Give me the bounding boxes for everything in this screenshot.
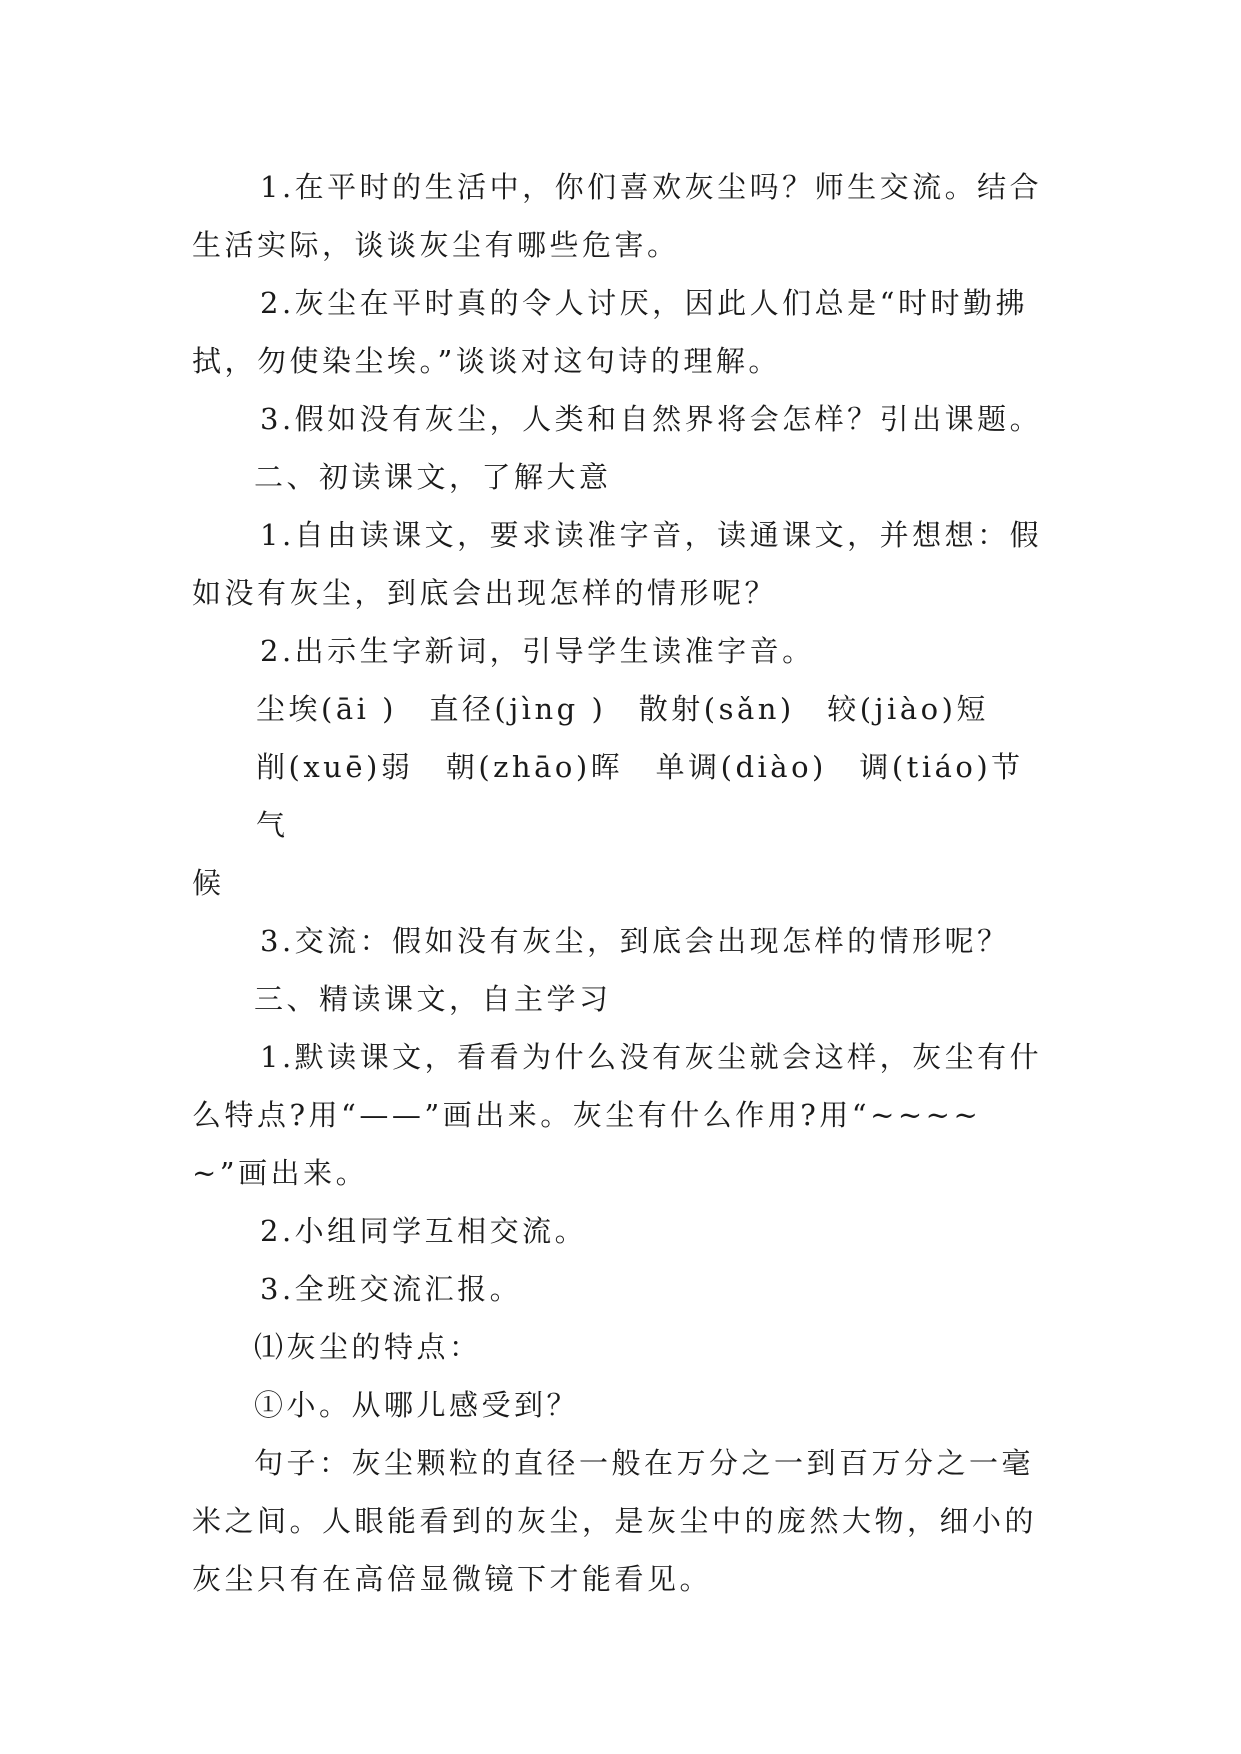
paragraph-intro-1: 1.在平时的生活中，你们喜欢灰尘吗？师生交流。结合生活实际，谈谈灰尘有哪些危害。 bbox=[192, 170, 1043, 262]
paragraph-read-1: 1.自由读课文，要求读准字音，读通课文，并想想：假如没有灰尘，到底会出现怎样的情形呢？ bbox=[192, 518, 1043, 610]
vocab-line-1: 尘埃(āi ) 直径(jìng ) 散射(sǎn) 较(jiào)短 bbox=[256, 692, 989, 726]
paragraph-intro-2: 2.灰尘在平时真的令人讨厌，因此人们总是“时时勤拂拭，勿使染尘埃。”谈谈对这句诗的理解。 bbox=[192, 286, 1028, 378]
paragraph-study-1: 1.默读课文，看看为什么没有灰尘就会这样，灰尘有什么特点?用“——”画出来。灰尘有什么作用?用“~~~~~”画出来。 bbox=[192, 1040, 1043, 1190]
document-body bbox=[192, 158, 1052, 1608]
section-heading-3: 三、精读课文，自主学习 bbox=[254, 982, 612, 1016]
paragraph-read-3: 3.交流：假如没有灰尘，到底会出现怎样的情形呢？ bbox=[260, 924, 1010, 958]
paragraph-read-2: 2.出示生字新词，引导学生读准字音。 bbox=[260, 634, 815, 668]
subheading-features: ⑴灰尘的特点： bbox=[254, 1330, 482, 1364]
paragraph-study-2: 2.小组同学互相交流。 bbox=[260, 1214, 588, 1248]
feature-small: ①小。从哪儿感受到？ bbox=[254, 1388, 580, 1422]
paragraph-study-3: 3.全班交流汇报。 bbox=[260, 1272, 523, 1306]
vocab-line-2: 削(xuē)弱 朝(zhāo)晖 单调(diào) 调(tiáo)节气 bbox=[256, 750, 1024, 842]
vocab-line-3: 候 bbox=[192, 866, 225, 900]
paragraph-intro-3: 3.假如没有灰尘，人类和自然界将会怎样？引出课题。 bbox=[260, 402, 1043, 436]
section-heading-2: 二、初读课文，了解大意 bbox=[254, 460, 612, 494]
example-sentence: 句子：灰尘颗粒的直径一般在万分之一到百万分之一毫米之间。人眼能看到的灰尘，是灰尘中的庞然大物，细小的灰尘只有在高倍显微镜下才能看见。 bbox=[192, 1446, 1038, 1596]
